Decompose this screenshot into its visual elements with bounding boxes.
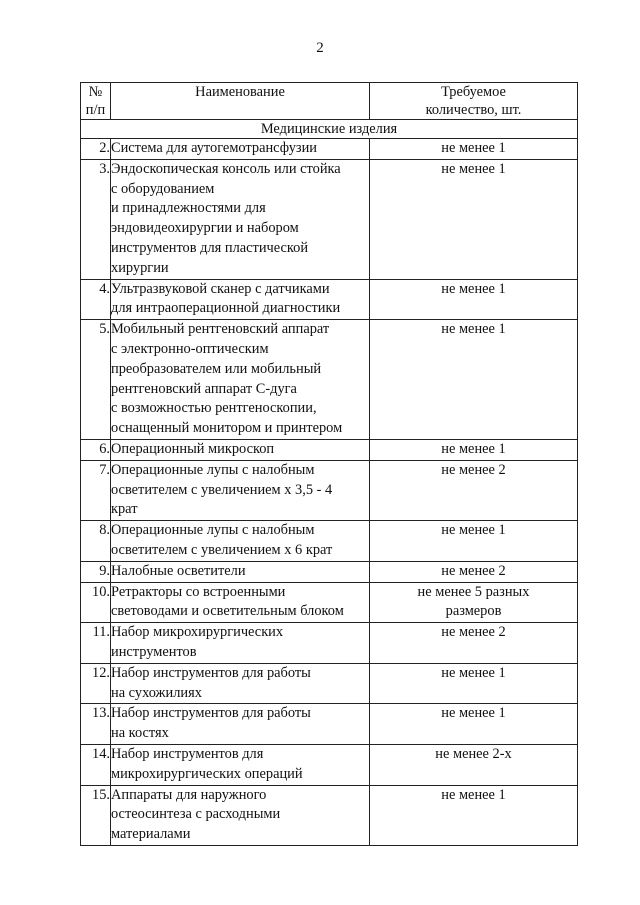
header-quantity-line: Требуемое bbox=[441, 84, 506, 100]
row-name-line: и принадлежностями для bbox=[111, 200, 266, 217]
row-name bbox=[111, 744, 370, 785]
row-quantity-line: не менее 1 bbox=[441, 140, 506, 156]
row-name bbox=[111, 663, 370, 704]
row-name-line: осветителем с увеличением х 3,5 - 4 bbox=[111, 481, 333, 498]
row-number: 3. bbox=[81, 159, 111, 279]
table-row bbox=[81, 561, 578, 582]
row-name bbox=[111, 704, 370, 745]
row-name bbox=[111, 582, 370, 623]
row-quantity bbox=[370, 785, 578, 845]
row-name-line: осветителем с увеличением х 6 крат bbox=[111, 541, 333, 558]
header-name: Наименование bbox=[111, 83, 370, 120]
row-name bbox=[111, 159, 370, 279]
row-quantity-line: не менее 1 bbox=[441, 786, 506, 803]
table-row bbox=[81, 623, 578, 664]
row-quantity bbox=[370, 139, 578, 160]
row-number: 2. bbox=[81, 139, 111, 160]
table-row bbox=[81, 439, 578, 460]
row-name-line: оснащенный монитором и принтером bbox=[111, 420, 343, 437]
row-name-line: Набор инструментов для работы bbox=[111, 664, 311, 681]
row-name-line: материалами bbox=[111, 826, 191, 843]
table-row bbox=[81, 582, 578, 623]
row-quantity bbox=[370, 159, 578, 279]
row-name-line: на сухожилиях bbox=[111, 684, 202, 701]
row-name-line: на костях bbox=[111, 725, 169, 742]
row-name bbox=[111, 279, 370, 320]
header-number bbox=[81, 83, 111, 120]
row-name-line: остеосинтеза с расходными bbox=[111, 806, 281, 823]
row-name-line: эндовидеохирургии и набором bbox=[111, 220, 299, 237]
row-name bbox=[111, 139, 370, 160]
table-row bbox=[81, 521, 578, 562]
row-quantity bbox=[370, 279, 578, 320]
row-quantity bbox=[370, 663, 578, 704]
row-number: 10. bbox=[81, 582, 111, 623]
row-name bbox=[111, 623, 370, 664]
row-name-line: преобразователем или мобильный bbox=[111, 360, 322, 377]
row-quantity-line: размеров bbox=[445, 603, 502, 620]
row-quantity-line: не менее 2-х bbox=[435, 745, 512, 762]
row-name-line: инструментов для пластической bbox=[111, 239, 309, 256]
row-name bbox=[111, 785, 370, 845]
row-name-line: Система для аутогемотрансфузии bbox=[111, 140, 317, 156]
row-quantity bbox=[370, 623, 578, 664]
row-number: 4. bbox=[81, 279, 111, 320]
row-quantity bbox=[370, 320, 578, 440]
table-row bbox=[81, 139, 578, 160]
row-name-line: Ретракторы со встроенными bbox=[111, 583, 286, 600]
row-name-line: Набор инструментов для bbox=[111, 745, 264, 762]
row-name-line: с возможностью рентгеноскопии, bbox=[111, 400, 317, 417]
row-number: 6. bbox=[81, 439, 111, 460]
row-quantity bbox=[370, 439, 578, 460]
row-number: 5. bbox=[81, 320, 111, 440]
page-number: 2 bbox=[316, 40, 324, 56]
table-body bbox=[81, 120, 578, 846]
row-quantity-line: не менее 2 bbox=[441, 461, 506, 478]
row-name-line: для интраоперационной диагностики bbox=[111, 300, 341, 317]
row-name-line: микрохирургических операций bbox=[111, 765, 303, 782]
row-name-line: с электронно-оптическим bbox=[111, 340, 269, 357]
row-name-line: световодами и осветительным блоком bbox=[111, 603, 344, 620]
row-name-line: Мобильный рентгеновский аппарат bbox=[111, 321, 330, 338]
row-name-line: рентгеновский аппарат С-дуга bbox=[111, 380, 297, 397]
row-name-line: Налобные осветители bbox=[111, 562, 246, 579]
row-name-line: Операционный микроскоп bbox=[111, 440, 275, 457]
row-name-line: Аппараты для наружного bbox=[111, 786, 267, 803]
table-row bbox=[81, 785, 578, 845]
equipment-table bbox=[80, 82, 578, 846]
row-number: 9. bbox=[81, 561, 111, 582]
row-number: 14. bbox=[81, 744, 111, 785]
header-quantity-line: количество, шт. bbox=[425, 102, 522, 118]
row-name-line: Набор инструментов для работы bbox=[111, 705, 311, 722]
row-name-line: Операционные лупы с налобным bbox=[111, 522, 315, 539]
table-row bbox=[81, 159, 578, 279]
row-number: 8. bbox=[81, 521, 111, 562]
row-quantity-line: не менее 1 bbox=[441, 705, 506, 722]
row-name bbox=[111, 561, 370, 582]
row-name-line: Набор микрохирургических bbox=[111, 624, 284, 641]
table-row bbox=[81, 663, 578, 704]
row-name-line: Ультразвуковой сканер с датчиками bbox=[111, 280, 330, 297]
row-name-line: инструментов bbox=[111, 643, 197, 660]
row-quantity-line: не менее 1 bbox=[441, 664, 506, 681]
section-row bbox=[81, 120, 578, 139]
row-quantity-line: не менее 1 bbox=[441, 160, 506, 177]
row-name-line: с оборудованием bbox=[111, 180, 215, 197]
row-number: 11. bbox=[81, 623, 111, 664]
row-number: 12. bbox=[81, 663, 111, 704]
row-quantity-line: не менее 1 bbox=[441, 440, 506, 457]
row-quantity bbox=[370, 460, 578, 520]
row-name bbox=[111, 521, 370, 562]
header-quantity bbox=[370, 83, 578, 120]
row-quantity-line: не менее 1 bbox=[441, 321, 506, 338]
table-row bbox=[81, 320, 578, 440]
row-number: 15. bbox=[81, 785, 111, 845]
row-number: 7. bbox=[81, 460, 111, 520]
row-name-line: Операционные лупы с налобным bbox=[111, 461, 315, 478]
header-number-line: № bbox=[88, 84, 103, 100]
row-name-line: хирургии bbox=[111, 259, 169, 276]
row-quantity-line: не менее 2 bbox=[441, 624, 506, 641]
row-name bbox=[111, 460, 370, 520]
row-quantity-line: не менее 5 разных bbox=[417, 583, 530, 600]
table-row bbox=[81, 704, 578, 745]
table-header-row bbox=[81, 83, 578, 120]
row-number: 13. bbox=[81, 704, 111, 745]
row-name bbox=[111, 439, 370, 460]
table-row bbox=[81, 744, 578, 785]
row-quantity bbox=[370, 561, 578, 582]
row-quantity bbox=[370, 521, 578, 562]
row-quantity-line: не менее 1 bbox=[441, 522, 506, 539]
row-quantity bbox=[370, 582, 578, 623]
row-quantity-line: не менее 1 bbox=[441, 280, 506, 297]
header-number-line: п/п bbox=[85, 102, 106, 118]
row-quantity-line: не менее 2 bbox=[441, 562, 506, 579]
row-quantity bbox=[370, 744, 578, 785]
section-title: Медицинские изделия bbox=[81, 120, 578, 139]
row-name-line: крат bbox=[111, 501, 138, 518]
table-row bbox=[81, 279, 578, 320]
row-quantity bbox=[370, 704, 578, 745]
table-row bbox=[81, 460, 578, 520]
row-name-line: Эндоскопическая консоль или стойка bbox=[111, 160, 341, 177]
row-name bbox=[111, 320, 370, 440]
